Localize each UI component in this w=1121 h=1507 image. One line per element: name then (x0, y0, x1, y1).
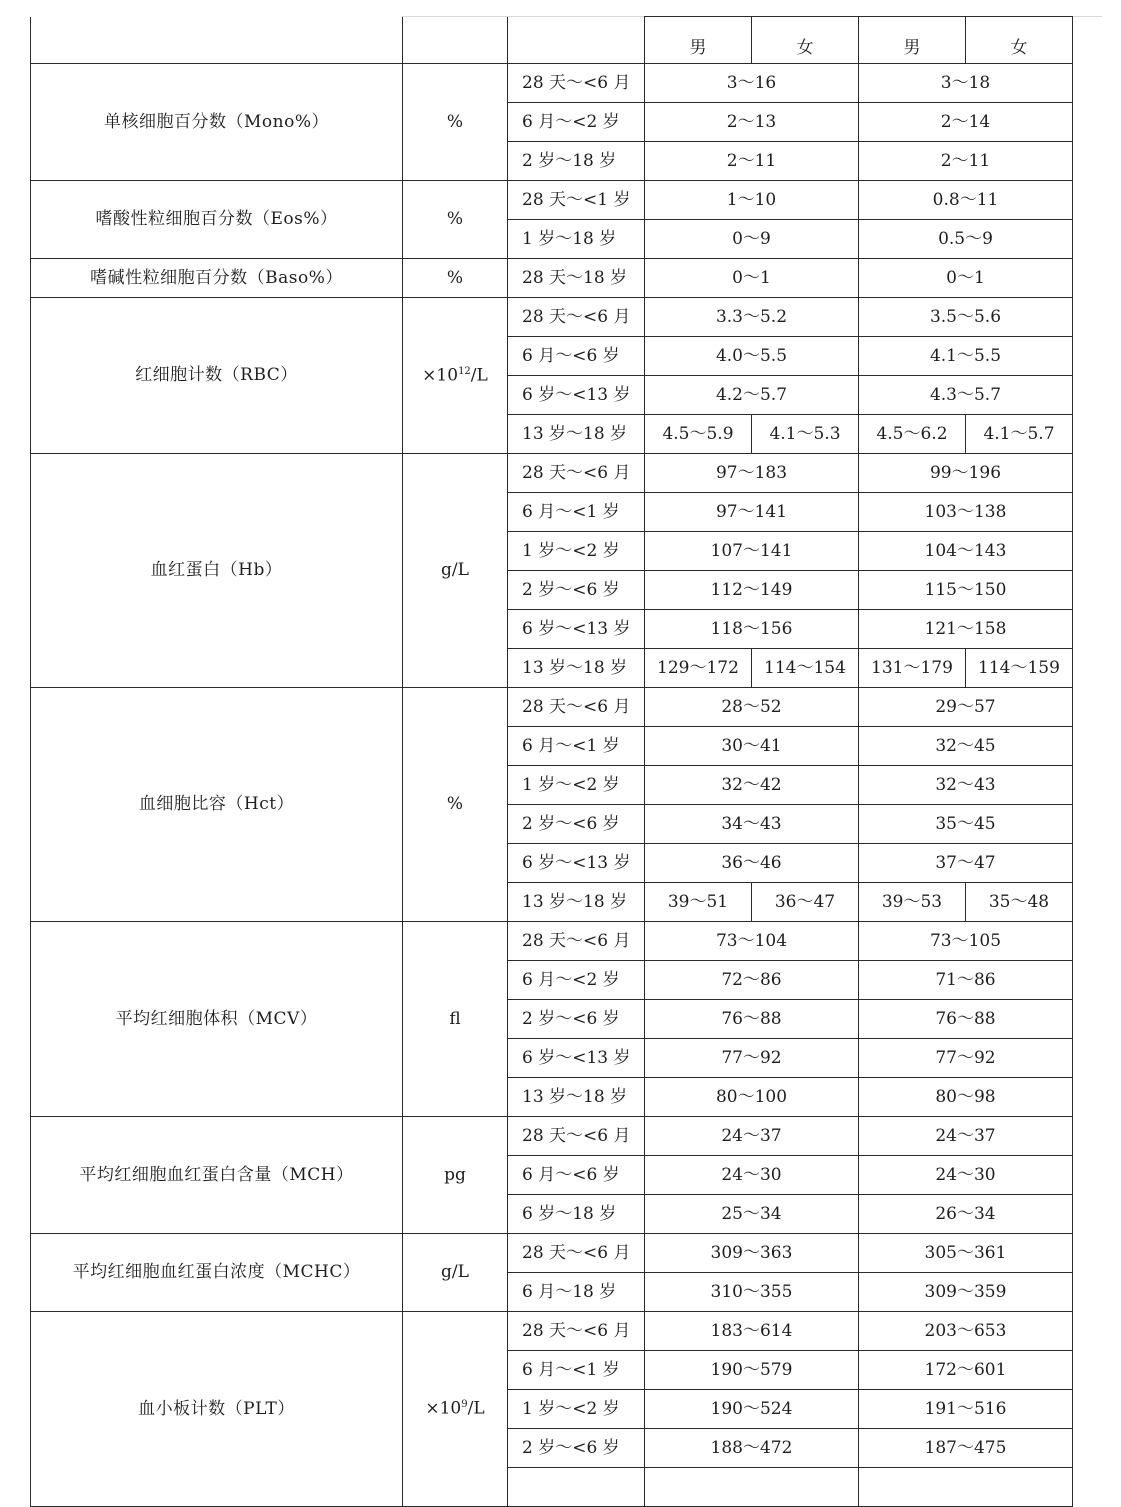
header-male-2: 男 (859, 17, 966, 64)
value-group1: 30～41 (645, 727, 859, 766)
value-group2: 37～47 (859, 844, 1073, 883)
value-group2: 0～1 (859, 259, 1073, 298)
age-range: 13 岁～18 岁 (508, 883, 645, 922)
value-group2: 3～18 (859, 64, 1073, 103)
value-group2: 187～475 (859, 1429, 1073, 1468)
value-group1: 73～104 (645, 922, 859, 961)
value-group2: 4.3～5.7 (859, 376, 1073, 415)
unit-prefix: ×10 (425, 1398, 462, 1419)
unit-suffix: /L (467, 1398, 485, 1419)
table-row (31, 181, 1073, 220)
value-group1: 0～1 (645, 259, 859, 298)
value-group1: 34～43 (645, 805, 859, 844)
value-group1-male: 4.5～5.9 (645, 415, 752, 454)
test-item-name: 单核细胞百分数（Mono%） (31, 64, 403, 181)
value-group2: 24～30 (859, 1156, 1073, 1195)
age-range (508, 1468, 645, 1507)
test-unit: % (403, 181, 508, 259)
value-group1: 76～88 (645, 1000, 859, 1039)
table-row (31, 259, 1073, 298)
value-group1: 190～524 (645, 1390, 859, 1429)
test-unit (403, 298, 508, 454)
test-unit: % (403, 259, 508, 298)
table-row (31, 1234, 1073, 1273)
value-group2: 191～516 (859, 1390, 1073, 1429)
value-group2: 115～150 (859, 571, 1073, 610)
age-range: 2 岁～18 岁 (508, 142, 645, 181)
value-group2: 26～34 (859, 1195, 1073, 1234)
value-group2-female: 114～159 (966, 649, 1073, 688)
value-group2: 35～45 (859, 805, 1073, 844)
value-group2: 24～37 (859, 1117, 1073, 1156)
age-range: 1 岁～<2 岁 (508, 1390, 645, 1429)
value-group1: 0～9 (645, 220, 859, 259)
value-group1: 4.0～5.5 (645, 337, 859, 376)
unit-exponent: 9 (461, 1399, 468, 1411)
age-range: 28 天～<6 月 (508, 1117, 645, 1156)
value-group1: 188～472 (645, 1429, 859, 1468)
age-range: 13 岁～18 岁 (508, 1078, 645, 1117)
value-group2: 77～92 (859, 1039, 1073, 1078)
test-unit: pg (403, 1117, 508, 1234)
age-range: 6 岁～<13 岁 (508, 1039, 645, 1078)
age-range: 6 月～<1 岁 (508, 493, 645, 532)
value-group2: 309～359 (859, 1273, 1073, 1312)
test-unit: g/L (403, 454, 508, 688)
age-range: 1 岁～<2 岁 (508, 532, 645, 571)
value-group2: 104～143 (859, 532, 1073, 571)
value-group2-male: 4.5～6.2 (859, 415, 966, 454)
value-group1: 32～42 (645, 766, 859, 805)
value-group2: 32～43 (859, 766, 1073, 805)
value-group1: 309～363 (645, 1234, 859, 1273)
value-group1-male: 129～172 (645, 649, 752, 688)
value-group2: 203～653 (859, 1312, 1073, 1351)
value-group1: 190～579 (645, 1351, 859, 1390)
value-group2: 29～57 (859, 688, 1073, 727)
header-row (31, 17, 1073, 64)
test-item-name: 血细胞比容（Hct） (31, 688, 403, 922)
test-item-name: 血红蛋白（Hb） (31, 454, 403, 688)
value-group2: 71～86 (859, 961, 1073, 1000)
test-item-name: 红细胞计数（RBC） (31, 298, 403, 454)
value-group2 (859, 1468, 1073, 1507)
age-range: 2 岁～<6 岁 (508, 1429, 645, 1468)
value-group2: 0.5～9 (859, 220, 1073, 259)
age-range: 2 岁～<6 岁 (508, 805, 645, 844)
age-range: 1 岁～18 岁 (508, 220, 645, 259)
value-group1: 310～355 (645, 1273, 859, 1312)
value-group1-male: 39～51 (645, 883, 752, 922)
test-unit: % (403, 688, 508, 922)
unit-prefix: ×10 (422, 365, 459, 386)
value-group2: 121～158 (859, 610, 1073, 649)
table-row (31, 454, 1073, 493)
value-group1-female: 114～154 (752, 649, 859, 688)
unit-suffix: /L (470, 365, 488, 386)
header-male-1: 男 (645, 17, 752, 64)
age-range: 28 天～<6 月 (508, 1312, 645, 1351)
age-range: 6 岁～<13 岁 (508, 844, 645, 883)
value-group2: 4.1～5.5 (859, 337, 1073, 376)
header-female-1: 女 (752, 17, 859, 64)
test-item-name: 嗜酸性粒细胞百分数（Eos%） (31, 181, 403, 259)
age-range: 2 岁～<6 岁 (508, 571, 645, 610)
age-range: 13 岁～18 岁 (508, 415, 645, 454)
value-group2: 172～601 (859, 1351, 1073, 1390)
value-group2-male: 39～53 (859, 883, 966, 922)
test-item-name: 平均红细胞血红蛋白浓度（MCHC） (31, 1234, 403, 1312)
value-group1: 118～156 (645, 610, 859, 649)
value-group2: 76～88 (859, 1000, 1073, 1039)
age-range: 28 天～<6 月 (508, 454, 645, 493)
age-range: 6 月～<1 岁 (508, 727, 645, 766)
value-group1: 107～141 (645, 532, 859, 571)
age-range: 6 岁～<13 岁 (508, 610, 645, 649)
age-range: 6 月～<2 岁 (508, 961, 645, 1000)
value-group2: 103～138 (859, 493, 1073, 532)
value-group2: 73～105 (859, 922, 1073, 961)
value-group2: 80～98 (859, 1078, 1073, 1117)
value-group1: 28～52 (645, 688, 859, 727)
value-group1-female: 36～47 (752, 883, 859, 922)
table-row (31, 1117, 1073, 1156)
value-group1-female: 4.1～5.3 (752, 415, 859, 454)
value-group2: 2～11 (859, 142, 1073, 181)
test-unit: g/L (403, 1234, 508, 1312)
test-unit: fl (403, 922, 508, 1117)
value-group1: 3～16 (645, 64, 859, 103)
value-group1: 3.3～5.2 (645, 298, 859, 337)
value-group2: 2～14 (859, 103, 1073, 142)
age-range: 1 岁～<2 岁 (508, 766, 645, 805)
age-range: 28 天～18 岁 (508, 259, 645, 298)
age-range: 28 天～<6 月 (508, 688, 645, 727)
header-blank-age (508, 17, 645, 64)
value-group1: 80～100 (645, 1078, 859, 1117)
table-row (31, 922, 1073, 961)
age-range: 6 岁～18 岁 (508, 1195, 645, 1234)
reference-range-table (30, 16, 1073, 1507)
test-item-name: 平均红细胞血红蛋白含量（MCH） (31, 1117, 403, 1234)
test-item-name: 血小板计数（PLT） (31, 1312, 403, 1507)
header-blank-unit (403, 17, 508, 64)
age-range: 6 月～18 岁 (508, 1273, 645, 1312)
age-range: 28 天～<6 月 (508, 922, 645, 961)
test-item-name: 平均红细胞体积（MCV） (31, 922, 403, 1117)
age-range: 28 天～<6 月 (508, 1234, 645, 1273)
value-group1: 24～30 (645, 1156, 859, 1195)
age-range: 6 月～<2 岁 (508, 103, 645, 142)
value-group2: 0.8～11 (859, 181, 1073, 220)
table-row (31, 298, 1073, 337)
age-range: 13 岁～18 岁 (508, 649, 645, 688)
age-range: 28 天～<1 岁 (508, 181, 645, 220)
value-group1: 25～34 (645, 1195, 859, 1234)
value-group2: 99～196 (859, 454, 1073, 493)
test-item-name: 嗜碱性粒细胞百分数（Baso%） (31, 259, 403, 298)
age-range: 2 岁～<6 岁 (508, 1000, 645, 1039)
test-unit (403, 1312, 508, 1507)
value-group1: 4.2～5.7 (645, 376, 859, 415)
test-unit: % (403, 64, 508, 181)
value-group1 (645, 1468, 859, 1507)
unit-exponent: 12 (458, 365, 471, 377)
age-range: 6 月～<6 岁 (508, 1156, 645, 1195)
age-range: 6 月～<1 岁 (508, 1351, 645, 1390)
table-row (31, 64, 1073, 103)
value-group2: 305～361 (859, 1234, 1073, 1273)
age-range: 6 月～<6 岁 (508, 337, 645, 376)
value-group1: 2～11 (645, 142, 859, 181)
age-range: 28 天～<6 月 (508, 64, 645, 103)
value-group1: 97～141 (645, 493, 859, 532)
value-group1: 183～614 (645, 1312, 859, 1351)
value-group2-female: 4.1～5.7 (966, 415, 1073, 454)
table-row (31, 1312, 1073, 1351)
value-group2: 32～45 (859, 727, 1073, 766)
value-group1: 1～10 (645, 181, 859, 220)
age-range: 28 天～<6 月 (508, 298, 645, 337)
value-group2-male: 131～179 (859, 649, 966, 688)
value-group2: 3.5～5.6 (859, 298, 1073, 337)
value-group2-female: 35～48 (966, 883, 1073, 922)
value-group1: 77～92 (645, 1039, 859, 1078)
header-female-2: 女 (966, 17, 1073, 64)
value-group1: 36～46 (645, 844, 859, 883)
value-group1: 97～183 (645, 454, 859, 493)
value-group1: 2～13 (645, 103, 859, 142)
value-group1: 112～149 (645, 571, 859, 610)
header-blank-item (31, 17, 403, 64)
value-group1: 24～37 (645, 1117, 859, 1156)
age-range: 6 岁～<13 岁 (508, 376, 645, 415)
value-group1: 72～86 (645, 961, 859, 1000)
table-row (31, 688, 1073, 727)
